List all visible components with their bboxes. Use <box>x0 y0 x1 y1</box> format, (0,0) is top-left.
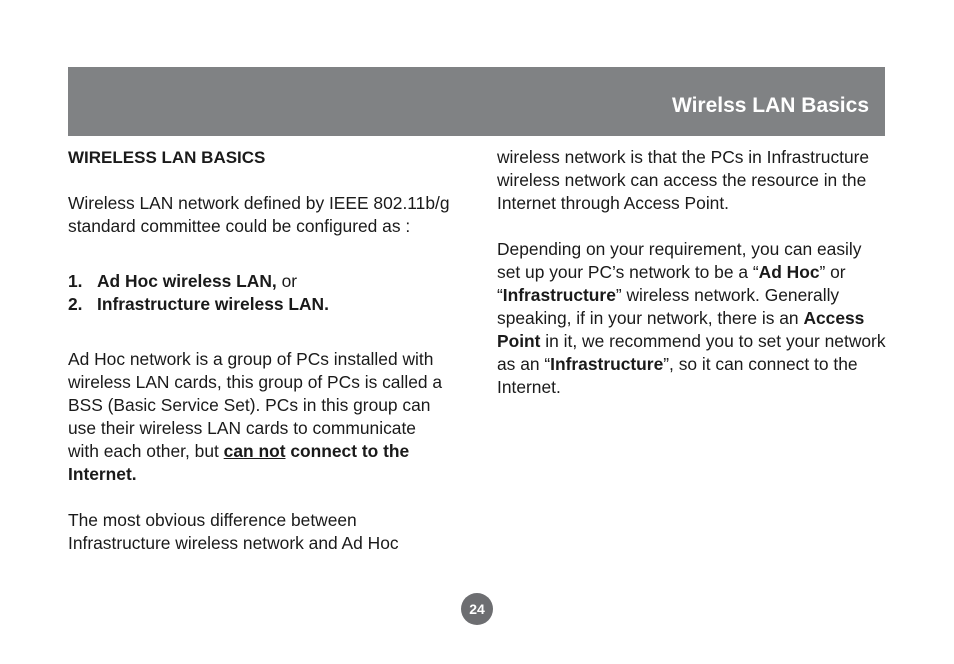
depending-text: in it, we recommend you to set your network as an “ <box>497 331 886 374</box>
access-point-term: Access Point <box>497 308 865 351</box>
connect-emphasis: connect to the Internet. <box>68 441 410 484</box>
page-number-badge: 24 <box>461 593 493 625</box>
depending-text: ”, so it can connect to the Internet. <box>497 354 858 397</box>
right-column <box>497 146 887 399</box>
list-item-bold: Infrastructure wireless LAN. <box>97 294 329 314</box>
list-item <box>68 293 450 316</box>
list-number: 2. <box>68 294 83 314</box>
infrastructure-term: Infrastructure <box>550 354 664 374</box>
list-item-rest: or <box>276 271 298 291</box>
adhoc-term: Ad Hoc <box>758 262 820 282</box>
depending-text: ” or “ <box>497 262 846 305</box>
cannot-emphasis: can not <box>223 441 286 461</box>
depending-text: ” wireless network. Generally speaking, if in your network, there is an <box>497 285 840 328</box>
depending-text: Depending on your requirement, you can easily set up your PC’s network to be a “ <box>497 239 862 282</box>
adhoc-text: Ad Hoc network is a group of PCs installed with wireless LAN cards, this group of PCs is called a BSS (Basic Service Set). PCs in this group can use their wireless LAN cards to communicate with each other, but <box>68 349 443 461</box>
difference-paragraph: The most obvious difference between Infrastructure wireless network and Ad Hoc <box>68 510 399 553</box>
continuation-paragraph: wireless network is that the PCs in Infrastructure wireless network can access the resource in the Internet through Access Point. <box>497 147 870 213</box>
list-item-bold: Ad Hoc wireless LAN, <box>97 271 277 291</box>
list-number: 1. <box>68 271 83 291</box>
intro-paragraph: Wireless LAN network defined by IEEE 802.11b/g standard committee could be configured as : <box>68 193 450 236</box>
adhoc-paragraph <box>68 348 450 486</box>
page-header <box>68 67 885 136</box>
left-column <box>68 146 450 555</box>
depending-paragraph <box>497 238 887 399</box>
section-heading: WIRELESS LAN BASICS <box>68 148 266 167</box>
header-title: Wirelss LAN Basics <box>671 94 869 117</box>
list-item <box>68 270 450 293</box>
infrastructure-term: Infrastructure <box>502 285 616 305</box>
